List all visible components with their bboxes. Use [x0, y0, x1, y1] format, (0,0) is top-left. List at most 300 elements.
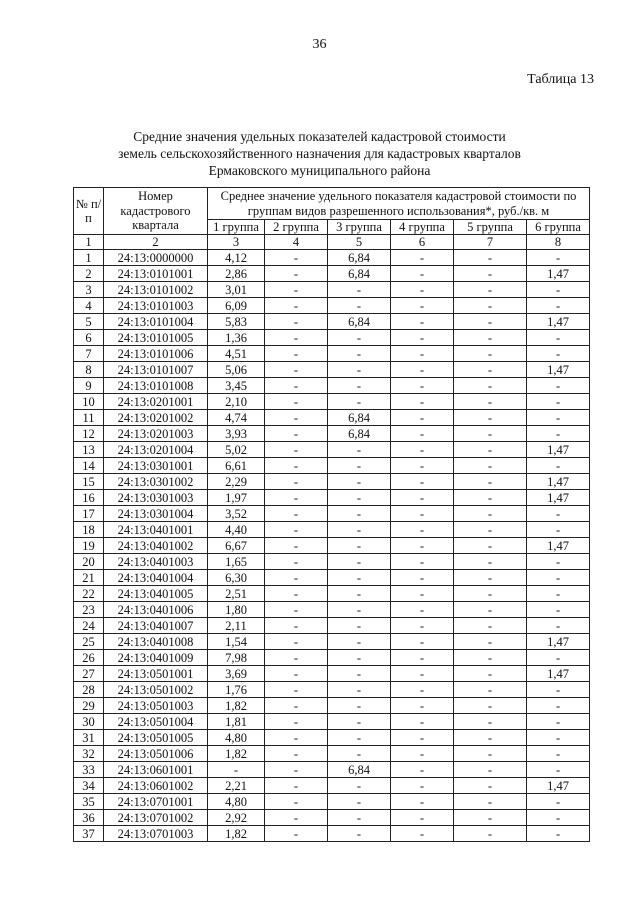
- header-group-5: 5 группа: [454, 220, 527, 235]
- cell-group-5: -: [454, 490, 527, 506]
- cell-group-1: 4,12: [208, 250, 265, 266]
- cell-group-3: -: [328, 698, 391, 714]
- cell-group-2: -: [265, 650, 328, 666]
- cell-row-number: 32: [74, 746, 104, 762]
- cell-group-5: -: [454, 778, 527, 794]
- cell-group-5: -: [454, 362, 527, 378]
- cell-group-2: -: [265, 442, 328, 458]
- cell-cadastral-number: 24:13:0101007: [104, 362, 208, 378]
- table-row: [74, 330, 590, 346]
- cell-group-3: -: [328, 602, 391, 618]
- cell-group-1: 2,29: [208, 474, 265, 490]
- cell-group-4: -: [391, 714, 454, 730]
- cell-group-5: -: [454, 506, 527, 522]
- cell-group-6: -: [527, 762, 590, 778]
- cell-group-3: -: [328, 362, 391, 378]
- cell-group-6: -: [527, 810, 590, 826]
- cell-group-6: 1,47: [527, 490, 590, 506]
- cell-group-4: -: [391, 378, 454, 394]
- cell-group-1: 5,83: [208, 314, 265, 330]
- cell-group-6: -: [527, 650, 590, 666]
- cell-group-5: -: [454, 330, 527, 346]
- table-row: [74, 666, 590, 682]
- table-row: [74, 586, 590, 602]
- cell-group-3: -: [328, 778, 391, 794]
- cell-group-6: 1,47: [527, 314, 590, 330]
- cell-group-5: -: [454, 538, 527, 554]
- cell-group-1: 3,93: [208, 426, 265, 442]
- cell-group-1: 5,02: [208, 442, 265, 458]
- cell-group-2: -: [265, 314, 328, 330]
- header-group-4: 4 группа: [391, 220, 454, 235]
- cell-group-1: 1,76: [208, 682, 265, 698]
- cell-row-number: 23: [74, 602, 104, 618]
- cell-group-4: -: [391, 426, 454, 442]
- cell-group-1: 4,51: [208, 346, 265, 362]
- cell-group-5: -: [454, 698, 527, 714]
- table-row: [74, 474, 590, 490]
- cell-group-2: -: [265, 490, 328, 506]
- header-average-value: Среднее значение удельного показателя кадастровой стоимости по группам видов разрешенного использования*, руб./кв. м: [208, 188, 590, 220]
- cell-group-1: 3,01: [208, 282, 265, 298]
- cell-group-1: 1,65: [208, 554, 265, 570]
- cell-group-5: -: [454, 618, 527, 634]
- cell-group-6: -: [527, 330, 590, 346]
- cell-group-5: -: [454, 730, 527, 746]
- cell-group-2: -: [265, 810, 328, 826]
- header-column-number: 3: [208, 235, 265, 250]
- cell-group-6: 1,47: [527, 666, 590, 682]
- cell-group-5: -: [454, 458, 527, 474]
- cell-cadastral-number: 24:13:0301004: [104, 506, 208, 522]
- cell-group-1: 1,80: [208, 602, 265, 618]
- cell-group-3: -: [328, 810, 391, 826]
- cell-group-5: -: [454, 394, 527, 410]
- cell-group-2: -: [265, 618, 328, 634]
- cell-group-2: -: [265, 762, 328, 778]
- table-row: [74, 682, 590, 698]
- cell-cadastral-number: 24:13:0401008: [104, 634, 208, 650]
- cell-group-6: 1,47: [527, 634, 590, 650]
- cell-group-3: 6,84: [328, 762, 391, 778]
- cell-group-2: -: [265, 426, 328, 442]
- cell-group-6: 1,47: [527, 778, 590, 794]
- cell-row-number: 35: [74, 794, 104, 810]
- cell-group-2: -: [265, 730, 328, 746]
- cell-group-2: -: [265, 794, 328, 810]
- cell-group-4: -: [391, 634, 454, 650]
- cell-cadastral-number: 24:13:0401002: [104, 538, 208, 554]
- page-number: 36: [312, 37, 327, 52]
- cell-group-3: -: [328, 682, 391, 698]
- cell-cadastral-number: 24:13:0101005: [104, 330, 208, 346]
- cell-group-4: -: [391, 602, 454, 618]
- table-row: [74, 346, 590, 362]
- cell-group-2: -: [265, 698, 328, 714]
- cell-group-2: -: [265, 506, 328, 522]
- cell-group-6: -: [527, 554, 590, 570]
- cell-group-2: -: [265, 474, 328, 490]
- cell-group-2: -: [265, 282, 328, 298]
- table-row: [74, 634, 590, 650]
- cell-group-4: -: [391, 458, 454, 474]
- cell-group-4: -: [391, 570, 454, 586]
- table-row: [74, 778, 590, 794]
- table-row: [74, 490, 590, 506]
- table-row: [74, 746, 590, 762]
- cell-group-2: -: [265, 458, 328, 474]
- cell-cadastral-number: 24:13:0501003: [104, 698, 208, 714]
- cell-group-6: -: [527, 250, 590, 266]
- header-group-6: 6 группа: [527, 220, 590, 235]
- cell-group-5: -: [454, 474, 527, 490]
- header-number: № п/п: [74, 188, 104, 235]
- cell-cadastral-number: 24:13:0401003: [104, 554, 208, 570]
- cell-group-2: -: [265, 522, 328, 538]
- table-row: [74, 730, 590, 746]
- cell-group-1: 3,69: [208, 666, 265, 682]
- cell-group-6: -: [527, 506, 590, 522]
- table-label: Таблица 13: [527, 72, 594, 87]
- cell-group-3: -: [328, 474, 391, 490]
- table-row: [74, 266, 590, 282]
- cell-group-5: -: [454, 250, 527, 266]
- cell-cadastral-number: 24:13:0301003: [104, 490, 208, 506]
- table-row: [74, 282, 590, 298]
- cell-group-5: -: [454, 650, 527, 666]
- cell-group-6: -: [527, 570, 590, 586]
- cell-row-number: 10: [74, 394, 104, 410]
- cell-row-number: 5: [74, 314, 104, 330]
- cell-cadastral-number: 24:13:0301001: [104, 458, 208, 474]
- cell-group-1: 1,97: [208, 490, 265, 506]
- table-row: [74, 410, 590, 426]
- cell-cadastral-number: 24:13:0401001: [104, 522, 208, 538]
- cell-group-5: -: [454, 522, 527, 538]
- cell-group-3: -: [328, 666, 391, 682]
- cell-group-3: -: [328, 794, 391, 810]
- cell-group-5: -: [454, 666, 527, 682]
- cell-group-3: -: [328, 730, 391, 746]
- cell-group-3: -: [328, 506, 391, 522]
- title-line-3: Ермаковского муниципального района: [208, 163, 431, 178]
- cell-group-5: -: [454, 554, 527, 570]
- cell-row-number: 12: [74, 426, 104, 442]
- cell-group-1: -: [208, 762, 265, 778]
- cell-cadastral-number: 24:13:0401009: [104, 650, 208, 666]
- header-column-numbers-row: [74, 235, 590, 250]
- cell-group-2: -: [265, 826, 328, 842]
- cell-row-number: 7: [74, 346, 104, 362]
- header-column-number: 6: [391, 235, 454, 250]
- cell-row-number: 1: [74, 250, 104, 266]
- cell-group-4: -: [391, 650, 454, 666]
- cell-group-1: 3,45: [208, 378, 265, 394]
- cell-group-4: -: [391, 506, 454, 522]
- cell-row-number: 15: [74, 474, 104, 490]
- cell-row-number: 18: [74, 522, 104, 538]
- table-row: [74, 522, 590, 538]
- cell-group-6: -: [527, 346, 590, 362]
- cell-cadastral-number: 24:13:0201004: [104, 442, 208, 458]
- cell-group-2: -: [265, 266, 328, 282]
- cell-group-4: -: [391, 794, 454, 810]
- cell-group-2: -: [265, 346, 328, 362]
- cell-group-4: -: [391, 282, 454, 298]
- table-title: [0, 128, 639, 179]
- cell-group-1: 1,54: [208, 634, 265, 650]
- cell-group-4: -: [391, 682, 454, 698]
- table-row: [74, 650, 590, 666]
- table-row: [74, 298, 590, 314]
- cell-cadastral-number: 24:13:0401007: [104, 618, 208, 634]
- header-column-number: 5: [328, 235, 391, 250]
- cell-cadastral-number: 24:13:0401005: [104, 586, 208, 602]
- cell-group-4: -: [391, 314, 454, 330]
- cell-group-4: -: [391, 442, 454, 458]
- cell-row-number: 19: [74, 538, 104, 554]
- cell-row-number: 9: [74, 378, 104, 394]
- cell-group-3: -: [328, 378, 391, 394]
- table-row: [74, 618, 590, 634]
- table-row: [74, 698, 590, 714]
- cell-group-6: -: [527, 522, 590, 538]
- cell-row-number: 25: [74, 634, 104, 650]
- cell-row-number: 21: [74, 570, 104, 586]
- table-row: [74, 602, 590, 618]
- cell-cadastral-number: 24:13:0501001: [104, 666, 208, 682]
- cell-cadastral-number: 24:13:0701003: [104, 826, 208, 842]
- cell-group-3: 6,84: [328, 426, 391, 442]
- cell-group-5: -: [454, 634, 527, 650]
- cell-cadastral-number: 24:13:0701001: [104, 794, 208, 810]
- cell-row-number: 3: [74, 282, 104, 298]
- cell-group-2: -: [265, 394, 328, 410]
- cell-group-1: 4,80: [208, 730, 265, 746]
- cell-group-6: 1,47: [527, 538, 590, 554]
- cell-group-1: 4,74: [208, 410, 265, 426]
- cell-group-3: -: [328, 330, 391, 346]
- cell-group-3: -: [328, 746, 391, 762]
- cell-group-1: 2,51: [208, 586, 265, 602]
- cell-row-number: 22: [74, 586, 104, 602]
- cell-group-4: -: [391, 490, 454, 506]
- cell-group-4: -: [391, 298, 454, 314]
- cell-cadastral-number: 24:13:0101003: [104, 298, 208, 314]
- cell-group-5: -: [454, 682, 527, 698]
- cell-cadastral-number: 24:13:0501005: [104, 730, 208, 746]
- cell-group-2: -: [265, 298, 328, 314]
- cell-cadastral-number: 24:13:0501006: [104, 746, 208, 762]
- cell-group-1: 1,82: [208, 826, 265, 842]
- cell-group-4: -: [391, 666, 454, 682]
- cell-row-number: 28: [74, 682, 104, 698]
- table-row: [74, 442, 590, 458]
- cell-group-4: -: [391, 730, 454, 746]
- cell-row-number: 17: [74, 506, 104, 522]
- cell-group-1: 4,40: [208, 522, 265, 538]
- cell-group-6: -: [527, 410, 590, 426]
- cell-group-3: 6,84: [328, 410, 391, 426]
- cell-group-5: -: [454, 346, 527, 362]
- cell-group-6: -: [527, 586, 590, 602]
- cell-group-5: -: [454, 266, 527, 282]
- cell-row-number: 31: [74, 730, 104, 746]
- cell-group-2: -: [265, 586, 328, 602]
- cell-group-6: -: [527, 794, 590, 810]
- cell-group-5: -: [454, 826, 527, 842]
- cell-group-5: -: [454, 282, 527, 298]
- cell-group-6: 1,47: [527, 362, 590, 378]
- cell-group-4: -: [391, 474, 454, 490]
- cell-group-5: -: [454, 714, 527, 730]
- cell-group-4: -: [391, 330, 454, 346]
- cell-group-2: -: [265, 666, 328, 682]
- cell-group-1: 2,21: [208, 778, 265, 794]
- cell-row-number: 20: [74, 554, 104, 570]
- header-column-number: 8: [527, 235, 590, 250]
- cell-group-4: -: [391, 538, 454, 554]
- cell-group-1: 6,67: [208, 538, 265, 554]
- cell-group-5: -: [454, 810, 527, 826]
- cell-row-number: 4: [74, 298, 104, 314]
- cell-row-number: 24: [74, 618, 104, 634]
- cell-row-number: 6: [74, 330, 104, 346]
- cell-cadastral-number: 24:13:0201001: [104, 394, 208, 410]
- cell-group-6: 1,47: [527, 266, 590, 282]
- cell-row-number: 8: [74, 362, 104, 378]
- table-row: [74, 570, 590, 586]
- cell-row-number: 14: [74, 458, 104, 474]
- table-row: [74, 426, 590, 442]
- cell-row-number: 29: [74, 698, 104, 714]
- cell-row-number: 11: [74, 410, 104, 426]
- header-group-1: 1 группа: [208, 220, 265, 235]
- cell-group-3: -: [328, 586, 391, 602]
- cell-group-6: 1,47: [527, 474, 590, 490]
- table-row: [74, 250, 590, 266]
- header-cadastral-quarter: Номер кадастрового квартала: [104, 188, 208, 235]
- header-column-number: 2: [104, 235, 208, 250]
- cell-group-1: 6,61: [208, 458, 265, 474]
- cell-group-2: -: [265, 778, 328, 794]
- cell-group-4: -: [391, 586, 454, 602]
- cell-group-1: 1,36: [208, 330, 265, 346]
- cell-cadastral-number: 24:13:0701002: [104, 810, 208, 826]
- cell-row-number: 37: [74, 826, 104, 842]
- cell-group-2: -: [265, 746, 328, 762]
- cell-cadastral-number: 24:13:0101006: [104, 346, 208, 362]
- cell-group-1: 6,30: [208, 570, 265, 586]
- cell-group-6: -: [527, 698, 590, 714]
- cell-group-2: -: [265, 634, 328, 650]
- cell-cadastral-number: 24:13:0201002: [104, 410, 208, 426]
- header-column-number: 4: [265, 235, 328, 250]
- cell-group-3: -: [328, 442, 391, 458]
- cell-group-3: 6,84: [328, 266, 391, 282]
- cell-group-5: -: [454, 298, 527, 314]
- cell-group-6: -: [527, 746, 590, 762]
- cell-group-5: -: [454, 794, 527, 810]
- cell-group-5: -: [454, 762, 527, 778]
- cell-group-2: -: [265, 538, 328, 554]
- cell-group-3: -: [328, 490, 391, 506]
- cell-row-number: 33: [74, 762, 104, 778]
- cell-group-2: -: [265, 570, 328, 586]
- cell-group-2: -: [265, 378, 328, 394]
- table-row: [74, 762, 590, 778]
- cell-group-3: -: [328, 522, 391, 538]
- cell-group-6: -: [527, 378, 590, 394]
- header-column-number: 7: [454, 235, 527, 250]
- cell-group-5: -: [454, 570, 527, 586]
- cell-row-number: 16: [74, 490, 104, 506]
- cell-cadastral-number: 24:13:0601001: [104, 762, 208, 778]
- cell-group-3: -: [328, 394, 391, 410]
- cell-row-number: 2: [74, 266, 104, 282]
- cell-group-5: -: [454, 410, 527, 426]
- cell-group-4: -: [391, 250, 454, 266]
- cell-group-1: 2,11: [208, 618, 265, 634]
- cell-group-2: -: [265, 602, 328, 618]
- cell-group-3: -: [328, 282, 391, 298]
- cell-cadastral-number: 24:13:0201003: [104, 426, 208, 442]
- cell-group-4: -: [391, 362, 454, 378]
- cell-row-number: 27: [74, 666, 104, 682]
- cell-group-3: -: [328, 714, 391, 730]
- cell-group-5: -: [454, 746, 527, 762]
- cell-group-3: 6,84: [328, 314, 391, 330]
- cell-group-3: -: [328, 634, 391, 650]
- cell-group-4: -: [391, 410, 454, 426]
- cell-cadastral-number: 24:13:0401006: [104, 602, 208, 618]
- table-row: [74, 394, 590, 410]
- cell-cadastral-number: 24:13:0101002: [104, 282, 208, 298]
- cell-group-5: -: [454, 442, 527, 458]
- cell-group-1: 6,09: [208, 298, 265, 314]
- header-column-number: 1: [74, 235, 104, 250]
- cell-row-number: 30: [74, 714, 104, 730]
- cell-group-3: -: [328, 826, 391, 842]
- cell-group-4: -: [391, 698, 454, 714]
- cell-group-5: -: [454, 602, 527, 618]
- cell-group-2: -: [265, 682, 328, 698]
- cell-row-number: 34: [74, 778, 104, 794]
- cell-group-2: -: [265, 250, 328, 266]
- cell-group-3: -: [328, 538, 391, 554]
- cell-group-4: -: [391, 618, 454, 634]
- cell-cadastral-number: 24:13:0101001: [104, 266, 208, 282]
- cell-group-3: -: [328, 458, 391, 474]
- cell-group-6: -: [527, 458, 590, 474]
- table-row: [74, 826, 590, 842]
- cell-group-6: -: [527, 426, 590, 442]
- cell-group-4: -: [391, 266, 454, 282]
- cell-group-1: 2,86: [208, 266, 265, 282]
- cadastral-value-table: [73, 187, 590, 842]
- cell-row-number: 13: [74, 442, 104, 458]
- table-row: [74, 538, 590, 554]
- table-row: [74, 458, 590, 474]
- table-row: [74, 714, 590, 730]
- cell-group-6: -: [527, 730, 590, 746]
- table-row: [74, 554, 590, 570]
- cell-cadastral-number: 24:13:0000000: [104, 250, 208, 266]
- table-row: [74, 810, 590, 826]
- cell-group-6: -: [527, 298, 590, 314]
- cell-group-3: -: [328, 554, 391, 570]
- table-body: [74, 250, 590, 842]
